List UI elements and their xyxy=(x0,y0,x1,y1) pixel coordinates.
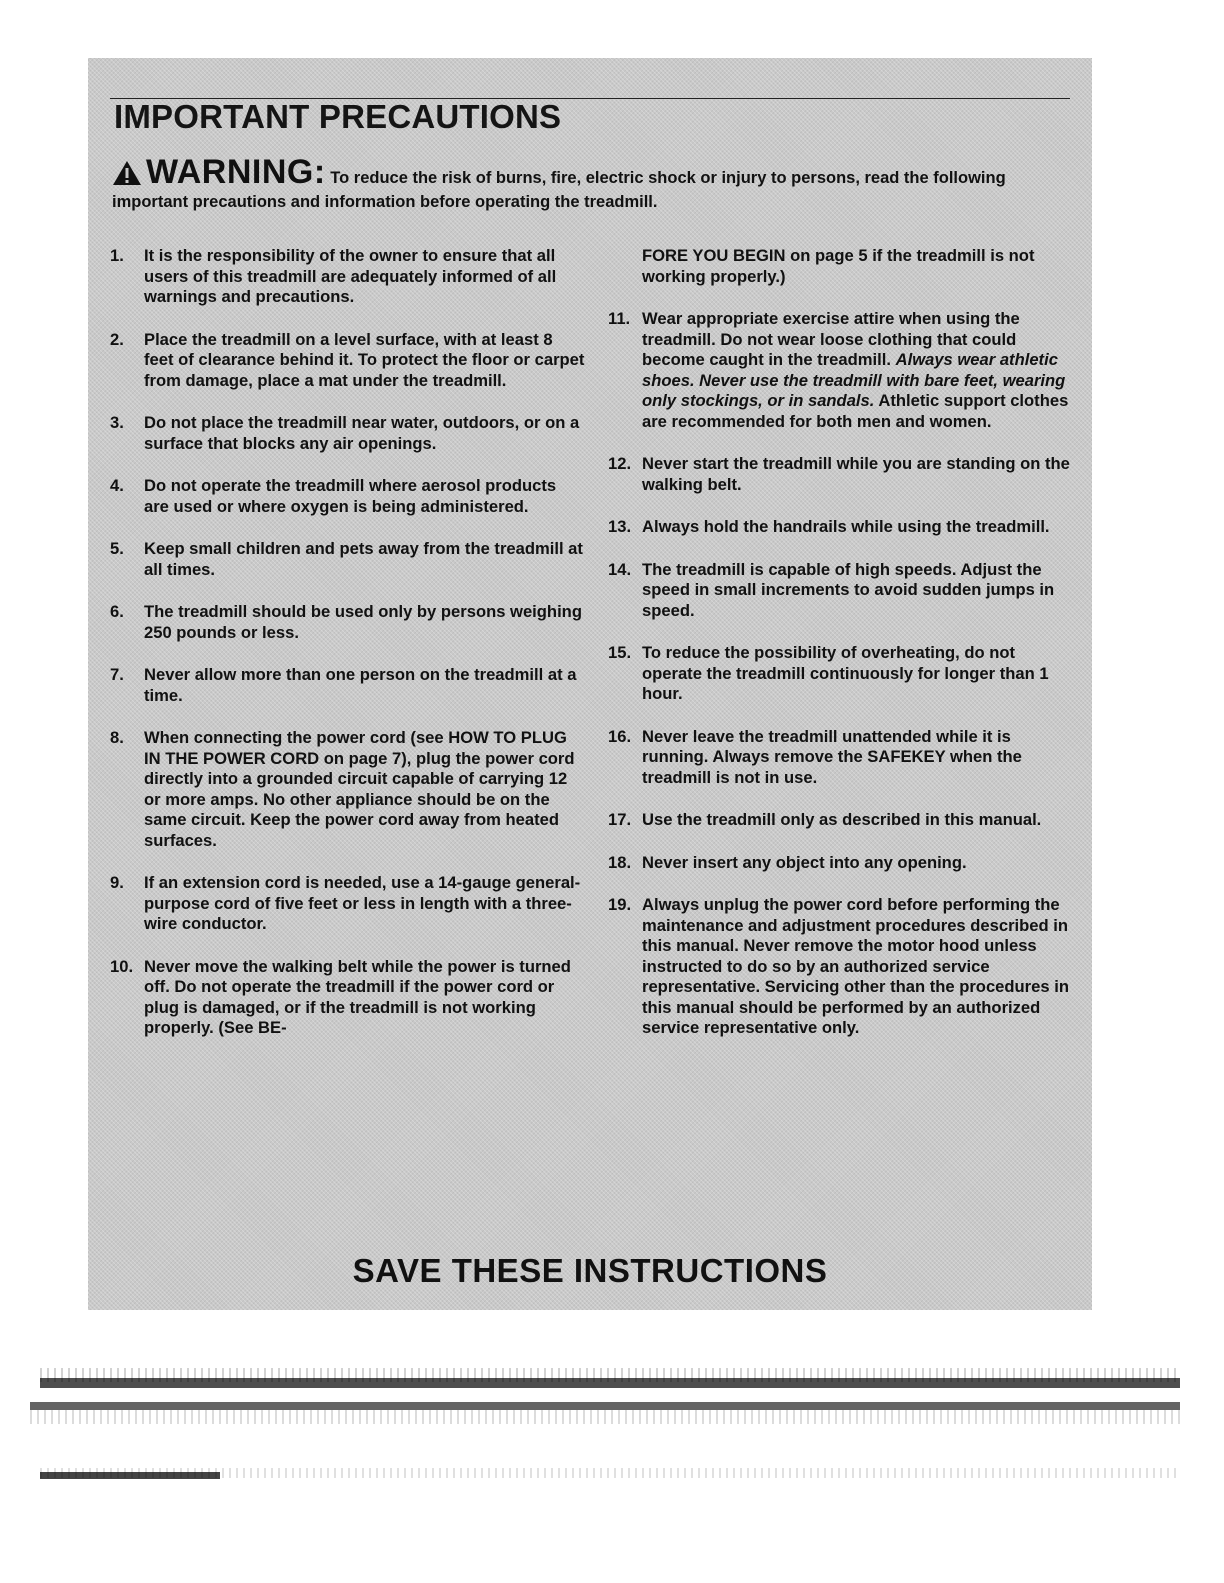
item-text: Never allow more than one person on the treadmill at a time. xyxy=(144,665,577,705)
warning-label: WARNING: xyxy=(146,153,326,191)
item-number: 17. xyxy=(608,810,632,829)
item-text: Always unplug the power cord before performing the maintenance and adjustment procedures described in this manual. Never remove the motor hood unless instructed to do so by an authorized service representative. Servicing other than the procedures in this manual should be performed by an authorized service representative only. xyxy=(642,895,1069,1037)
item-number: 19. xyxy=(608,895,632,914)
item-number: 18. xyxy=(608,852,632,872)
item-text: Never leave the treadmill unattended while it is running. Always remove the SAFEKEY when the treadmill is not in use. xyxy=(642,726,1022,787)
list-item xyxy=(110,330,585,392)
item-text: The treadmill is capable of high speeds. Adjust the speed in small increments to avoid sudden jumps in speed. xyxy=(642,559,1055,620)
item-number: 11. xyxy=(608,309,631,328)
item-text: To reduce the possibility of overheating, do not operate the treadmill continuously for longer than 1 hour. xyxy=(642,643,1049,703)
item-number: 3. xyxy=(110,413,124,432)
right-column xyxy=(608,246,1078,1061)
warning-block xyxy=(112,153,1077,213)
page-title: IMPORTANT PRECAUTIONS xyxy=(114,98,562,135)
list-item xyxy=(608,810,1078,831)
item-text: If an extension cord is needed, use a 14-gauge general-purpose cord of five feet or less in length with a three-wire conductor. xyxy=(144,873,581,933)
item-number: 7. xyxy=(110,665,124,684)
item-text xyxy=(642,309,1078,432)
warning-text: To reduce the risk of burns, fire, electric shock or injury to persons, read the following important precautions and information before operating the treadmill. xyxy=(112,169,1006,211)
list-item xyxy=(110,246,585,308)
list-item xyxy=(608,454,1078,495)
item-text: Never move the walking belt while the power is turned off. Do not operate the treadmill if the power cord or plug is damaged, or if the treadmill is not working properly. (See BE- xyxy=(144,956,571,1037)
item-number: 8. xyxy=(110,728,124,747)
list-item xyxy=(110,413,585,454)
list-item xyxy=(608,643,1078,705)
item-number: 1. xyxy=(110,246,124,265)
item-number: 12. xyxy=(608,454,632,473)
item-number: 4. xyxy=(110,476,124,495)
list-item xyxy=(110,476,585,517)
list-item xyxy=(110,728,585,851)
item-number: 15. xyxy=(608,643,632,662)
item-number: 16. xyxy=(608,726,632,746)
item-text: Never start the treadmill while you are standing on the walking belt. xyxy=(642,454,1070,494)
item-text: Place the treadmill on a level surface, with at least 8 feet of clearance behind it. To protect the floor or carpet from damage, place a mat under the treadmill. xyxy=(144,329,585,390)
list-item xyxy=(608,853,1078,874)
item-text: It is the responsibility of the owner to ensure that all users of this treadmill are adequately informed of all warnings and precautions. xyxy=(144,246,557,306)
scan-artifact xyxy=(40,1468,1180,1478)
item-number: 5. xyxy=(110,539,124,558)
item-number: 9. xyxy=(110,873,124,892)
item-text: Do not operate the treadmill where aerosol products are used or where oxygen is being administered. xyxy=(144,476,557,516)
scan-artifact xyxy=(40,1368,1180,1382)
scan-artifact xyxy=(30,1410,1180,1424)
item-text-italic: Always wear athletic shoes. Never use the treadmill with bare feet, wearing only stockings, or in sandals. xyxy=(642,350,1066,410)
item-number: 2. xyxy=(110,329,124,349)
item-number: 14. xyxy=(608,559,632,579)
item-number: 6. xyxy=(110,602,124,621)
item-text: Use the treadmill only as described in this manual. xyxy=(642,810,1042,829)
list-item xyxy=(110,873,585,935)
list-item xyxy=(110,665,585,706)
item-text-part: Wear appropriate exercise attire when using the treadmill. Do not wear loose clothing that could become caught in the treadmill. xyxy=(642,309,1020,369)
item-10-continuation: FORE YOU BEGIN on page 5 if the treadmill is not working properly.) xyxy=(642,246,1035,286)
item-text: Do not place the treadmill near water, outdoors, or on a surface that blocks any air openings. xyxy=(144,413,580,453)
list-item xyxy=(608,517,1078,538)
item-number: 10. xyxy=(110,956,134,976)
item-text: Always hold the handrails while using the treadmill. xyxy=(642,517,1050,536)
item-text: Never insert any object into any opening. xyxy=(642,852,967,872)
save-instructions-footer: SAVE THESE INSTRUCTIONS xyxy=(352,1252,828,1289)
list-item xyxy=(608,560,1078,622)
list-item xyxy=(110,957,585,1039)
list-item xyxy=(110,539,585,580)
scan-artifact xyxy=(30,1402,1180,1410)
item-text: Keep small children and pets away from the treadmill at all times. xyxy=(144,539,583,579)
list-item xyxy=(608,895,1078,1039)
item-text: The treadmill should be used only by persons weighing 250 pounds or less. xyxy=(144,602,582,642)
list-item xyxy=(110,602,585,643)
item-text: When connecting the power cord (see HOW TO PLUG IN THE POWER CORD on page 7), plug the power cord directly into a grounded circuit capable of carrying 12 or more amps. No other appliance should be on the same circuit. Keep the power cord away from heated surfaces. xyxy=(144,728,575,850)
list-item xyxy=(608,309,1078,432)
list-item xyxy=(608,727,1078,789)
item-number: 13. xyxy=(608,517,632,536)
warning-triangle-icon xyxy=(112,160,142,192)
item-text-part: Athletic support clothes are recommended for both men and women. xyxy=(642,391,1069,431)
left-column xyxy=(110,246,585,1061)
